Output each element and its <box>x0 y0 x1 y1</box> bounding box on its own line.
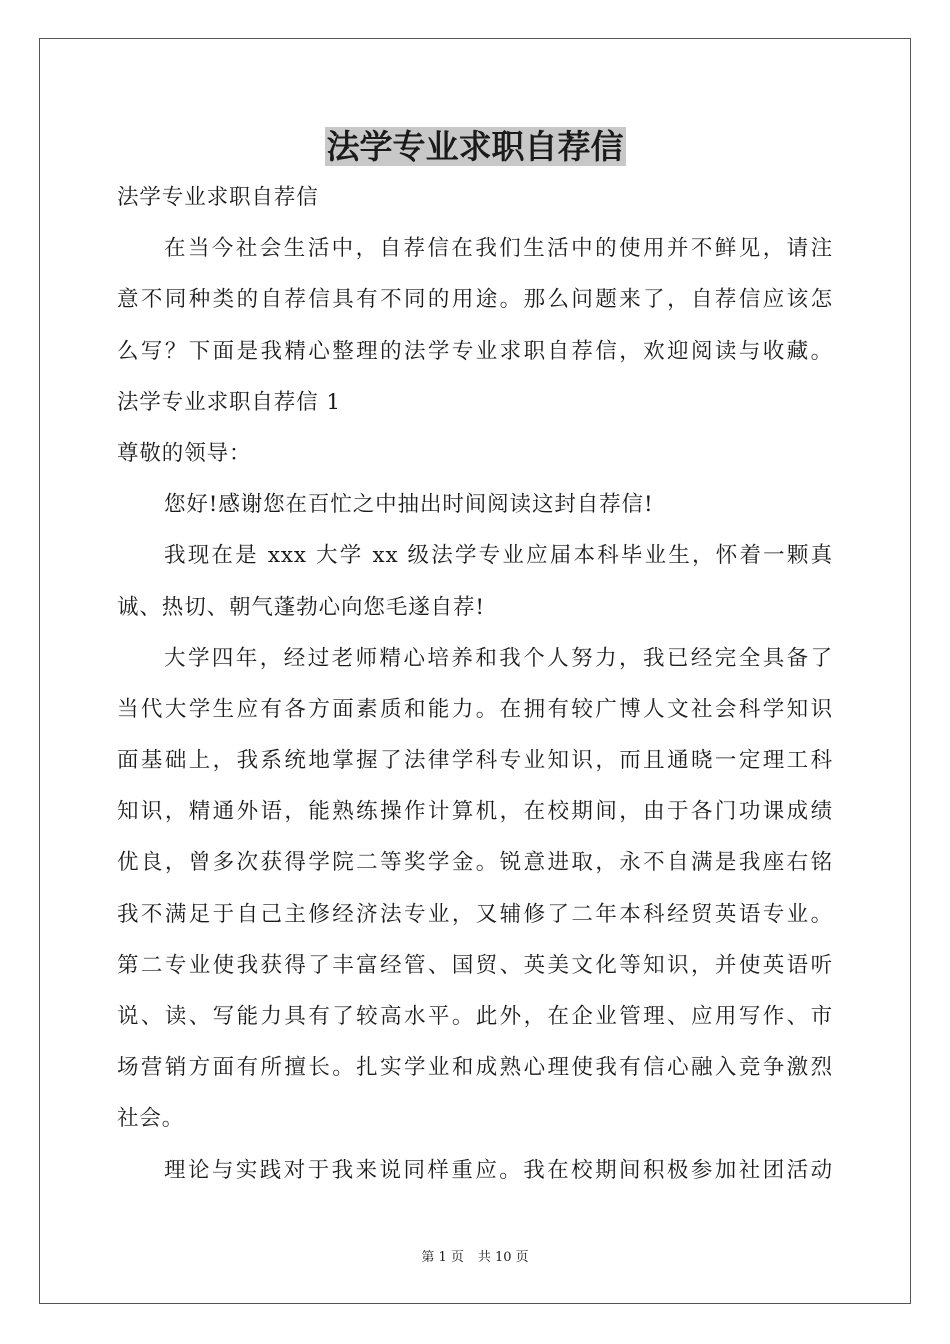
text-line: 理论与实践对于我来说同样重应。我在校期间积极参加社团活动 <box>164 1157 833 1183</box>
text-line: 知识，精通外语，能熟练操作计算机，在校期间，由于各门功课成绩 <box>117 799 833 825</box>
text-line: 我现在是 xxx 大学 xx 级法学专业应届本科毕业生，怀着一颗真 <box>164 543 833 569</box>
text-line: 优良，曾多次获得学院二等奖学金。锐意进取，永不自满是我座右铭 <box>117 850 833 876</box>
text-line: 诚、热切、朝气蓬勃心向您毛遂自荐! <box>117 594 485 620</box>
text-line: 社会。 <box>117 1106 185 1132</box>
document-body <box>117 172 833 1196</box>
text-line: 法学专业求职自荐信 1 <box>117 389 341 415</box>
text-line: 您好!感谢您在百忙之中抽出时间阅读这封自荐信! <box>164 492 654 518</box>
text-line: 说、读、写能力具有了较高水平。此外，在企业管理、应用写作、市 <box>117 1004 833 1029</box>
text-line: 尊敬的领导： <box>117 440 252 466</box>
text-line: 当代大学生应有各方面素质和能力。在拥有较广博人文社会科学知识 <box>117 696 833 722</box>
page-total: 共 10 页 <box>477 1250 529 1265</box>
text-line: 么写？下面是我精心整理的法学专业求职自荐信，欢迎阅读与收藏。 <box>117 338 833 364</box>
text-line: 第二专业使我获得了丰富经管、国贸、英美文化等知识，并使英语听 <box>117 952 833 978</box>
text-line: 法学专业求职自荐信 <box>117 185 319 210</box>
text-line: 我不满足于自己主修经济法专业，又辅修了二年本科经贸英语专业。 <box>117 901 833 927</box>
text-line: 面基础上，我系统地掌握了法律学科专业知识，而且通晓一定理工科 <box>117 748 833 774</box>
text-line: 意不同种类的自荐信具有不同的用途。那么问题来了，自荐信应该怎 <box>117 287 833 313</box>
page-footer <box>0 1249 950 1267</box>
text-line: 场营销方面有所擅长。扎实学业和成熟心理使我有信心融入竞争激烈 <box>117 1055 833 1081</box>
text-line: 大学四年，经过老师精心培养和我个人努力，我已经完全具备了 <box>164 645 833 671</box>
text-line: 在当今社会生活中，自荐信在我们生活中的使用并不鲜见，请注 <box>164 236 833 262</box>
document-title-text: 法学专业求职自荐信 <box>326 127 624 166</box>
document-title <box>0 125 950 169</box>
page-number: 第 1 页 <box>421 1250 464 1265</box>
